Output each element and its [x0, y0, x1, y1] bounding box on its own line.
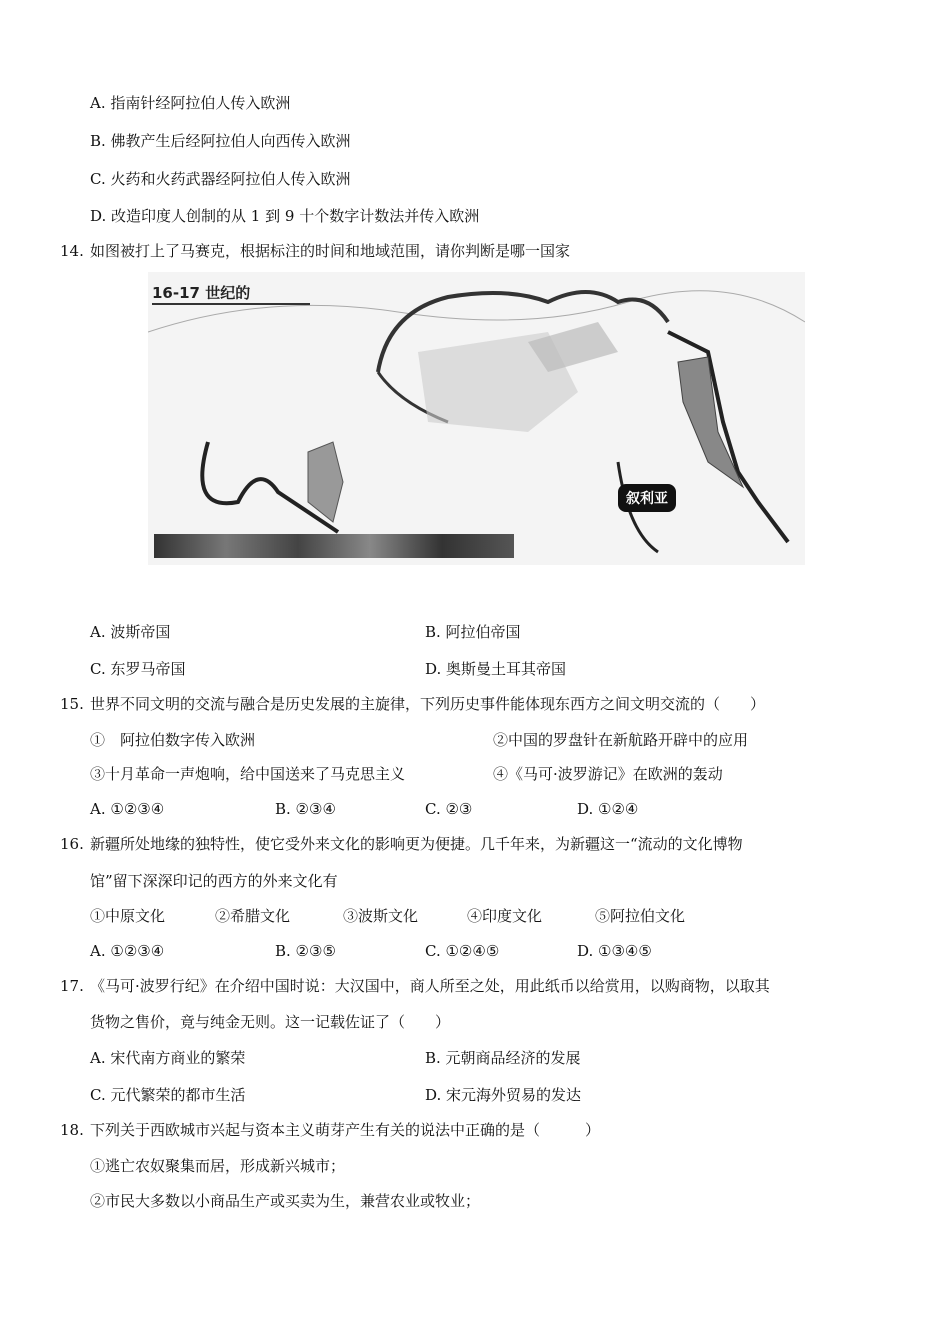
option-c: C. ②③	[425, 800, 473, 818]
map-drawing	[148, 272, 805, 565]
item-4: ④《马可·波罗游记》在欧洲的轰动	[493, 765, 723, 783]
item-1: ①中原文化	[90, 907, 166, 925]
option-c: C. 元代繁荣的都市生活	[90, 1086, 246, 1104]
option-d: D. ①②④	[577, 800, 639, 818]
option-d: D. ①③④⑤	[577, 942, 652, 960]
option-a: A. 指南针经阿拉伯人传入欧洲	[90, 94, 291, 112]
option-c: C. ①②④⑤	[425, 942, 500, 960]
option-a: A. 宋代南方商业的繁荣	[90, 1049, 246, 1067]
option-d: D. 宋元海外贸易的发达	[425, 1086, 582, 1104]
question-stem-line2: 馆”留下深深印记的西方的外来文化有	[90, 872, 338, 890]
historical-map-image	[148, 272, 805, 565]
option-b: B. 佛教产生后经阿拉伯人向西传入欧洲	[90, 132, 351, 150]
question-number: 16.	[60, 835, 84, 853]
option-d: D. 奥斯曼土耳其帝国	[425, 660, 567, 678]
option-b: B. 阿拉伯帝国	[425, 623, 521, 641]
item-3: ③十月革命一声炮响，给中国送来了马克思主义	[90, 765, 406, 783]
option-d: D. 改造印度人创制的从 1 到 9 十个数字计数法并传入欧洲	[90, 207, 480, 225]
question-number: 18.	[60, 1121, 84, 1139]
question-number: 14.	[60, 242, 84, 260]
question-stem-line1: 新疆所处地缘的独特性，使它受外来文化的影响更为便捷。几千年来，为新疆这一“流动的文化博物	[90, 835, 743, 853]
option-a: A. 波斯帝国	[90, 623, 171, 641]
question-number: 17.	[60, 977, 84, 995]
option-a: A. ①②③④	[90, 942, 165, 960]
item-4: ④印度文化	[467, 907, 543, 925]
question-number: 15.	[60, 695, 84, 713]
question-stem-line1: 《马可·波罗行纪》在介绍中国时说：大汉国中，商人所至之处，用此纸币以给赏用，以购商物，以取其	[90, 977, 770, 995]
item-1: ①逃亡农奴聚集而居，形成新兴城市；	[90, 1157, 346, 1175]
question-stem: 世界不同文明的交流与融合是历史发展的主旋律，下列历史事件能体现东西方之间文明交流的（ ）	[90, 695, 766, 713]
option-c: C. 东罗马帝国	[90, 660, 186, 678]
item-5: ⑤阿拉伯文化	[595, 907, 686, 925]
question-stem: 如图被打上了马赛克，根据标注的时间和地域范围，请你判断是哪一国家	[90, 242, 571, 260]
question-stem-line2: 货物之售价，竟与纯金无则。这一记载佐证了（ ）	[90, 1013, 451, 1031]
item-1: ① 阿拉伯数字传入欧洲	[90, 731, 256, 749]
question-stem: 下列关于西欧城市兴起与资本主义萌芽产生有关的说法中正确的是（ ）	[90, 1121, 601, 1139]
option-b: B. 元朝商品经济的发展	[425, 1049, 581, 1067]
option-b: B. ②③④	[275, 800, 336, 818]
item-2: ②中国的罗盘针在新航路开辟中的应用	[493, 731, 749, 749]
option-b: B. ②③⑤	[275, 942, 336, 960]
map-label-syria: 叙利亚	[618, 484, 676, 512]
item-3: ③波斯文化	[343, 907, 419, 925]
option-a: A. ①②③④	[90, 800, 165, 818]
option-c: C. 火药和火药武器经阿拉伯人传入欧洲	[90, 170, 351, 188]
map-title: 16-17 世纪的	[152, 282, 310, 305]
mosaic-bar	[154, 534, 514, 558]
item-2: ②希腊文化	[215, 907, 291, 925]
item-2: ②市民大多数以小商品生产或买卖为生，兼营农业或牧业；	[90, 1192, 481, 1210]
